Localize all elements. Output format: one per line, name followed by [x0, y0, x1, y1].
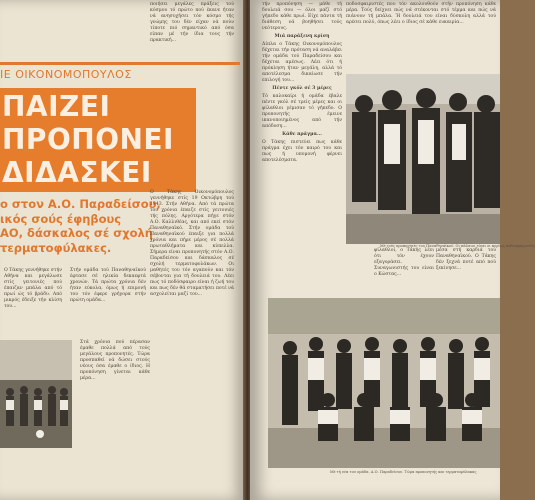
section-subhead: Κάθε πράγμα...: [282, 132, 322, 137]
photo-caption: Μέ τούς προπονητές του Παναθηναϊκού. Οι πάλαιοι είναι οι κυρίως ποδοσφαιριστές: [380, 244, 535, 248]
headline-line-2: ΠΡΟΠΟΝΕΙ: [2, 123, 174, 156]
team-lineup-photo-image: [268, 298, 500, 468]
subtitle-line: τερματοφύλακες.: [0, 240, 112, 255]
author-byline: ΙΕ ΟΙΚΟΝΟΜΟΠΟΥΛΟΣ: [0, 68, 132, 81]
headline-line-3: ΔΙΔΑΣΚΕΙ: [2, 156, 152, 189]
body-text-column: Στά χρόνια πού πέρασαν έμαθε πολλά από τούς μεγάλους προπονητές. Τώρα προσπαθεί νά δώσει στούς νέους όσα έμαθε ο ίδιος. Η προπόνηση γίνεται κάθε μέρα...: [80, 340, 150, 381]
header-rule: [0, 62, 240, 65]
section-subhead: Πέντε γκόλ σέ 3 μέρες: [272, 86, 332, 91]
right-text-column: τήν προπόνηση — μάθε τή δουλειά σου — όλοι μαζί στό γήπεδο κάθε πρωί. Είχε πάντα τή διάθεση νά βοηθήσει τούς νεότερους. Μιά παράξενη κρίση Δίπλα ο Τάκης Οικονομόπουλος δέχεται τήν πρόταση νά αναλάβει τήν ομάδα τού Παραδείσου και δέχεται αμέσως. Λέει ότι ή πρόκληση ήταν μεγάλη, αλλά τό αποτέλεσμα δικαίωσε τήν επιλογή του... Πέντε γκόλ σέ 3 μέρες Τό καλοκαίρι ή ομάδα έβαλε πέντε γκόλ σέ τρείς μέρες και οι φίλαθλοι γέμισαν τό γήπεδο. Ο προπονητής έμεινε ικανοποιημένος από τήν απόδοση... Κάθε πράγμα... Ο Τάκης πιστεύει πως κάθε πράγμα έχει τόν καιρό του και πως ή υπομονή φέρνει αποτελέσματα.: [262, 2, 342, 163]
body-text-column: Ο Τάκης Οικονομόπουλος γεννήθηκε στίς 19 Οκτώβρη τού 1943. Στήν Αθήνα. Από τά πρώτα του χρόνια έπαιζε στίς γειτονιές τής πόλης. Αργότερα πήγε στόν Α.Ο. Καλλιθέας, και από εκεί στόν Παναθηναϊκό. Στήν ομάδα τού Παναθηναϊκού έπαιξε για πολλά χρόνια και πήρε μέρος σέ πολλά πρωταθλήματα και κύπελλα. Σήμερα είναι προπονητής στόν Α.Ο. Παραδείσου και δάσκαλος σέ σχολή τερματοφυλάκων. Οι μαθητές του τόν αγαπούν και τόν σέβονται για τή δουλειά του. Λέει πως τό ποδόσφαιρο είναι ή ζωή του και πως δέν θά σταματήσει ποτέ νά ασχολείται μαζί του...: [150, 190, 234, 297]
training-photo-image: [346, 74, 500, 244]
subtitle-line: ικός σούς έφηβους: [0, 211, 122, 226]
photo-team-group: [0, 340, 72, 448]
right-text-column: ποδοσφαιριστές που τόν ακολουθούν στήν προπόνηση κάθε μέρα. Τούς δείχνει πώς νά στέκονται στό τέρμα και πώς νά πιάνουν τή μπάλα. Ή δουλειά του είναι δύσκολη αλλά τού αρέσει πολύ, όπως λέει ο ίδιος σέ κάθε ευκαιρία...: [346, 2, 496, 25]
subtitle-line: ΑΟ, δάσκαλος σέ σχολή: [0, 226, 153, 240]
headline-line-1: ΠΑΙΖΕΙ: [2, 90, 111, 123]
subtitle-line: ο στον Α.Ο. Παραδείσου,: [0, 197, 161, 211]
intro-text-column: ποιήσει μεγάλες πράξεις τού κόσμου τό πρώτο πού έκανε ήταν νά ανησυχήσει τόν κόσμο τής γνώμης του δέν είχαν νά πούν τίποτε πιό σημαντικό από όσα είπαν μέ τήν ίδια τους τήν πρακτική...: [150, 2, 234, 43]
right-text-column: μέσα στή καρδιά τού Παναθηναϊκού. Ο Τάκης δέν ξεχνά ποτέ από πού ξεκίνησε...: [436, 248, 496, 271]
left-page: [0, 0, 246, 500]
section-subhead: Μιά παράξενη κρίση: [274, 34, 330, 39]
photo-training-group: [346, 74, 500, 244]
body-text-column: Στήν ομάδα τού Παναθηναϊκού έφτασε σέ ηλικία δεκαεφτά χρονών. Τά πρώτα χρόνια δέν ήταν εύκολα, όμως ή επιμονή του τόν έφερε γρήγορα στήν πρώτη ομάδα...: [70, 268, 146, 303]
team-photo-image: [0, 340, 72, 448]
right-text-column: φίλαθλοι, ο Τάκης λέει ότι τόν έχουν εξαγοράσει. Συναγωνιστής του είναι ο Κώστας...: [374, 248, 434, 277]
photo-team-lineup: [268, 298, 500, 468]
body-text-column: Ο Τάκης γεννήθηκε στήν Αθήνα και μεγάλωσε στίς γειτονιές πού έπαιζαν μπάλα από τό πρωί ώς τό βράδυ. Από μικρός έδειξε τήν κλίση του...: [4, 268, 62, 309]
photo-caption: Μέ τή νέα του ομάδα, Α.Ο. Παραδείσου. Τώρα προπονητής και τερματοφύλακας: [330, 470, 477, 474]
